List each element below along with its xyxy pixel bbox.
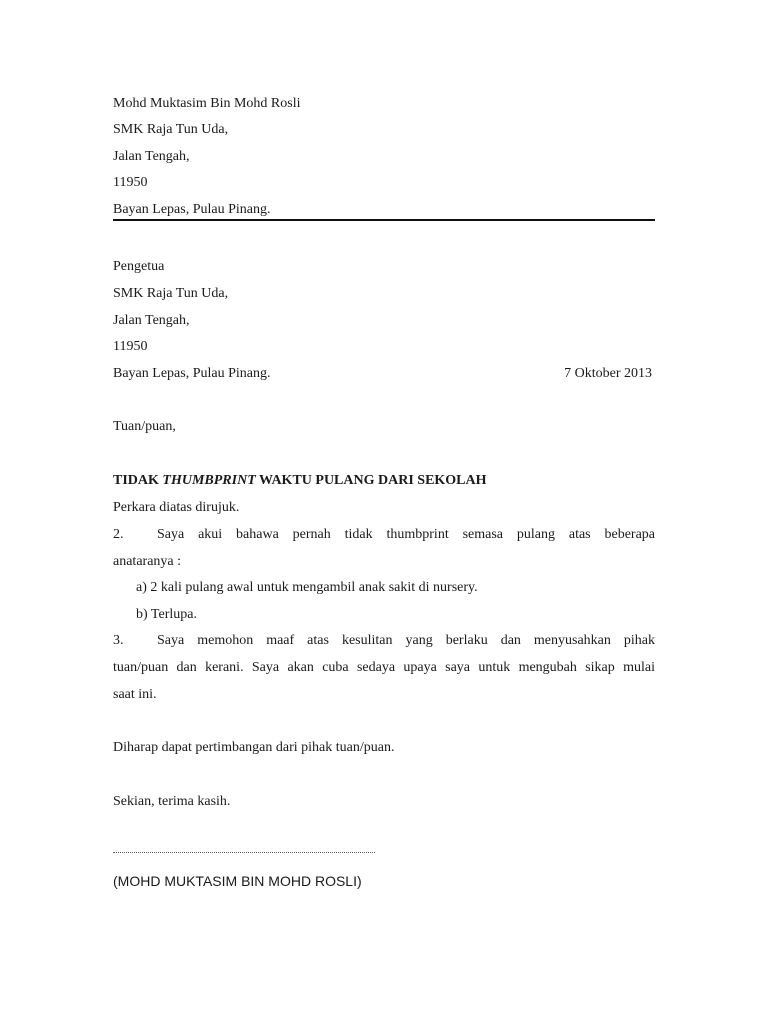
header-divider [113, 219, 655, 221]
para3-line-3: saat ini. [113, 687, 157, 702]
recipient-title: Pengetua [113, 259, 165, 274]
para3-text-1: Saya memohon maaf atas kesulitan yang berlaku dan menyusahkan pihak [157, 633, 655, 648]
para2-item-a: a) 2 kali pulang awal untuk mengambil anak sakit di nursery. [136, 580, 478, 595]
closing-thanks: Sekian, terima kasih. [113, 794, 231, 809]
sender-school: SMK Raja Tun Uda, [113, 122, 229, 137]
signature-line [113, 852, 375, 853]
para2-item-b: b) Terlupa. [136, 607, 197, 622]
para2-line-2: anataranya : [113, 554, 182, 569]
subject-heading [113, 473, 487, 489]
recipient-postcode: 11950 [113, 339, 148, 354]
letter-date: 7 Oktober 2013 [564, 366, 652, 381]
para2-number: 2. [113, 527, 124, 542]
para3-number: 3. [113, 633, 124, 648]
subject-part-3: WAKTU PULANG DARI SEKOLAH [255, 473, 487, 488]
recipient-school: SMK Raja Tun Uda, [113, 286, 229, 301]
para2-line-1 [113, 527, 655, 543]
signature-name: (MOHD MUKTASIM BIN MOHD ROSLI) [113, 873, 362, 889]
closing-request: Diharap dapat pertimbangan dari pihak tuan/puan. [113, 740, 395, 755]
subject-part-1: TIDAK [113, 473, 163, 488]
reference-line: Perkara diatas dirujuk. [113, 500, 240, 515]
subject-part-2: THUMBPRINT [162, 473, 256, 488]
sender-city: Bayan Lepas, Pulau Pinang. [113, 202, 271, 217]
salutation: Tuan/puan, [113, 419, 176, 434]
recipient-street: Jalan Tengah, [113, 313, 190, 328]
sender-name: Mohd Muktasim Bin Mohd Rosli [113, 96, 301, 111]
sender-street: Jalan Tengah, [113, 149, 190, 164]
para3-line-2: tuan/puan dan kerani. Saya akan cuba sedaya upaya saya untuk mengubah sikap mulai [113, 660, 655, 675]
sender-postcode: 11950 [113, 175, 148, 190]
para3-line-1 [113, 633, 655, 649]
para2-text-1: Saya akui bahawa pernah tidak thumbprint semasa pulang atas beberapa [157, 527, 655, 542]
recipient-city: Bayan Lepas, Pulau Pinang. [113, 366, 271, 381]
